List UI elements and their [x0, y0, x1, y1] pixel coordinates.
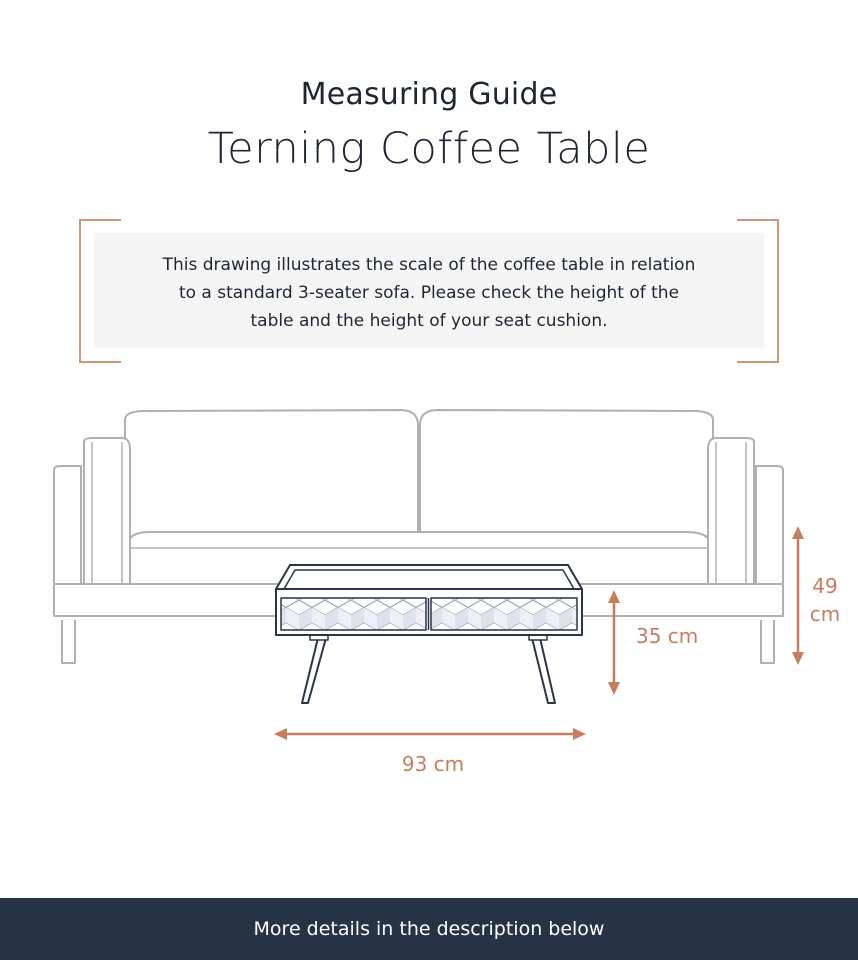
table-width-label: 93 cm	[401, 752, 465, 776]
table-height-label: 35 cm	[636, 624, 699, 648]
coffee-table-drawing	[276, 565, 582, 703]
info-line: to a standard 3-seater sofa. Please check the height of the	[178, 283, 680, 303]
guide-subtitle: Measuring Guide	[300, 77, 558, 112]
info-line: This drawing illustrates the scale of the coffee table in relation	[162, 255, 696, 275]
info-line: table and the height of your seat cushion.	[250, 311, 608, 331]
sofa-height-label	[802, 572, 848, 628]
footer-text: More details in the description below	[253, 918, 605, 940]
sofa-height-value: 49	[812, 574, 838, 598]
sofa-height-unit: cm	[809, 602, 841, 626]
product-title: Terning Coffee Table	[207, 124, 651, 174]
